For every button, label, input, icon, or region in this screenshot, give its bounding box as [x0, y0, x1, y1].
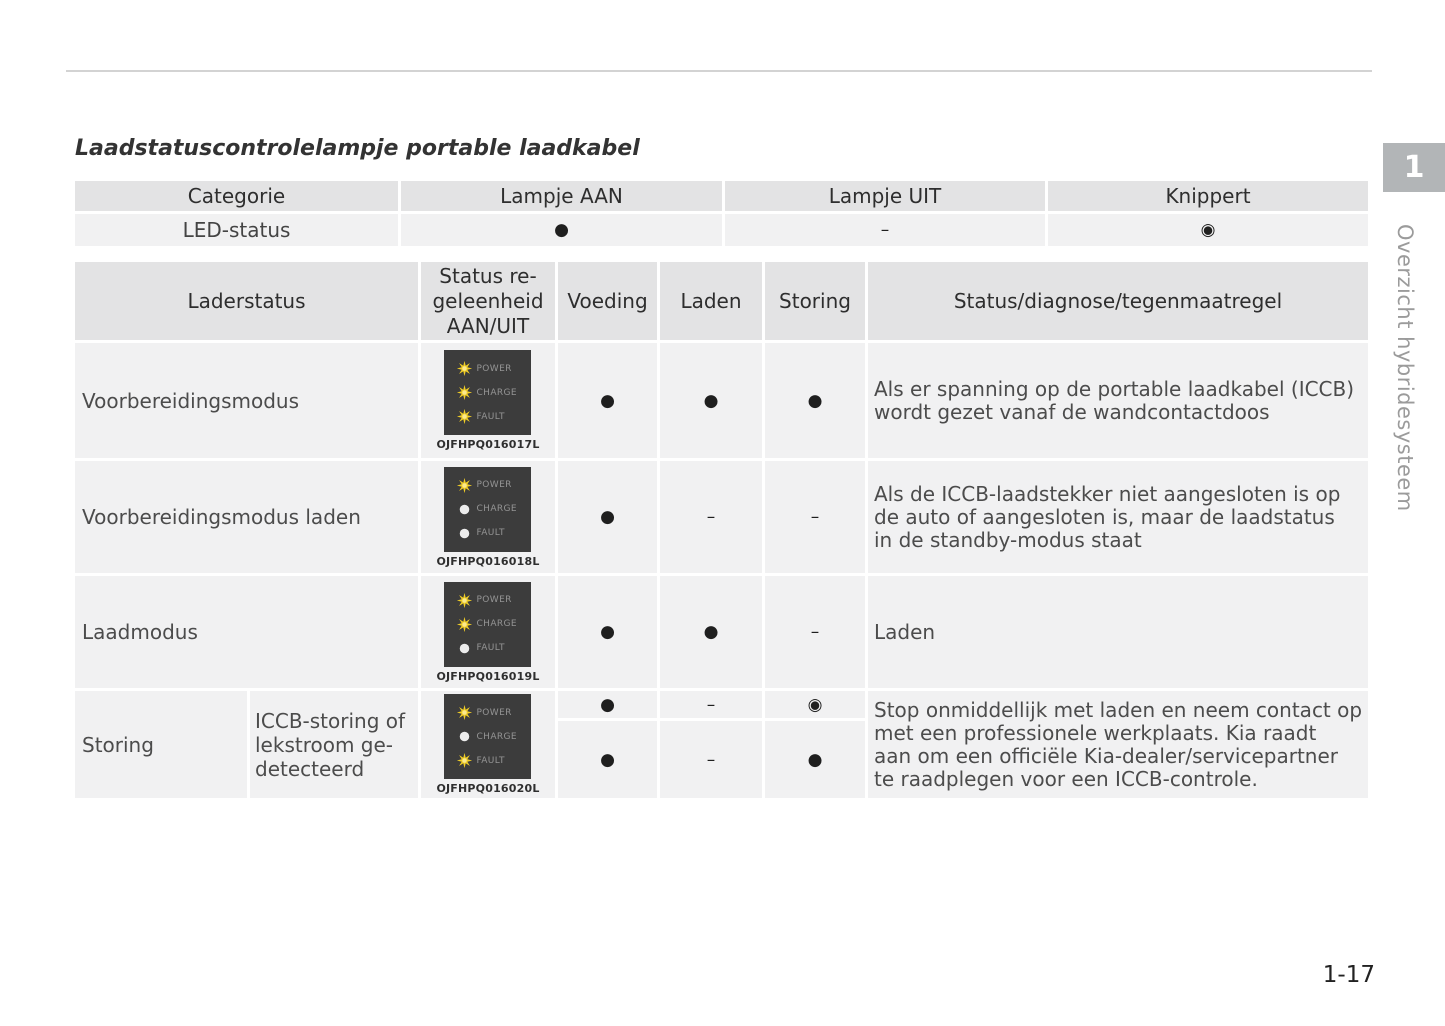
- page-number: 1-17: [1322, 962, 1375, 988]
- fault-led-icon: [456, 752, 473, 769]
- storing-blink-symbol: ◉: [807, 694, 823, 715]
- lamp-blink-symbol: ◉: [1200, 220, 1216, 240]
- led-legend-table: [75, 181, 1368, 246]
- led-indicator-image: [436, 467, 539, 568]
- storing-subcolumn: [765, 691, 865, 798]
- charge-led-icon: [456, 616, 473, 633]
- header-diagnose: Status/diagnose/tegenmaatregel: [868, 262, 1368, 340]
- voeding-subcolumn: [558, 691, 657, 798]
- led-indicator-image: [436, 582, 539, 683]
- status-table-header-row: [75, 262, 1368, 340]
- laden-symbol: –: [706, 507, 716, 527]
- fault-led-row: [456, 408, 531, 425]
- led-label: POWER: [476, 595, 512, 605]
- diagnose-line: de auto of aangesloten is, maar de laadstatus: [874, 504, 1335, 529]
- led-indicator-image: [436, 694, 539, 795]
- storing-detail-line: lekstroom ge-: [255, 732, 394, 757]
- charge-led-row: [456, 728, 531, 745]
- led-image-cell: [421, 691, 555, 798]
- diagnose-line: aan om een officiële Kia-dealer/servicepartner: [874, 743, 1338, 768]
- voeding-symbol: ●: [600, 694, 615, 715]
- fault-led-row: [456, 640, 531, 657]
- fault-led-row: [456, 752, 531, 769]
- led-label: FAULT: [476, 411, 505, 422]
- header-regeleenheid: [421, 262, 555, 340]
- diagnose-line: Als er spanning op de portable laadkabel (ICCB): [874, 376, 1355, 401]
- diagnose-line: wordt gezet vanaf de wandcontactdoos: [874, 399, 1270, 424]
- led-label: CHARGE: [476, 731, 518, 742]
- led-label: POWER: [476, 707, 512, 718]
- storing-detail-line: detecteerd: [255, 756, 365, 781]
- charge-led-icon: [456, 501, 473, 518]
- header-voeding: Voeding: [558, 262, 657, 340]
- led-label: CHARGE: [476, 387, 518, 398]
- diagnose-line: in de standby-modus staat: [874, 527, 1142, 552]
- table-row-storing: [75, 691, 1368, 798]
- led-panel: [444, 582, 531, 667]
- lamp-on-symbol: ●: [554, 220, 569, 240]
- header-laden: Laden: [660, 262, 762, 340]
- laden-symbol: ●: [703, 622, 719, 642]
- voeding-symbol: ●: [600, 507, 615, 527]
- led-status-label: LED-status: [75, 214, 398, 246]
- fault-led-icon: [456, 525, 473, 542]
- laderstatus-cell: Voorbereidingsmodus: [75, 343, 418, 458]
- table-row-laadmodus: [75, 576, 1368, 688]
- diagnose-cell: [868, 461, 1368, 573]
- laderstatus-cell: Laadmodus: [75, 576, 418, 688]
- header-lampje-uit: Lampje UIT: [725, 181, 1045, 211]
- storing-detail-cell: [250, 691, 418, 798]
- led-label: FAULT: [476, 755, 505, 766]
- laden-symbol: ●: [703, 390, 719, 411]
- table-row-voorbereidingsmodus-laden: [75, 461, 1368, 573]
- top-divider: [66, 70, 1372, 72]
- laden-subcolumn: [660, 691, 762, 798]
- image-caption: OJFHPQ016020L: [436, 782, 540, 795]
- voeding-symbol: ●: [600, 390, 615, 411]
- power-led-icon: [456, 592, 473, 609]
- laderstatus-cell: Voorbereidingsmodus laden: [75, 461, 418, 573]
- header-knippert: Knippert: [1048, 181, 1368, 211]
- led-panel: [444, 467, 531, 552]
- power-led-icon: [456, 360, 473, 377]
- voeding-symbol: ●: [600, 749, 615, 770]
- header-regeleenheid-line2: geleenheid: [432, 288, 544, 313]
- header-lampje-aan: Lampje AAN: [401, 181, 722, 211]
- power-led-row: [456, 704, 531, 721]
- fault-led-icon: [456, 408, 473, 425]
- header-regeleenheid-line1: Status re-: [439, 263, 537, 288]
- charge-led-icon: [456, 728, 473, 745]
- image-caption: OJFHPQ016019L: [436, 669, 540, 683]
- charge-led-icon: [456, 384, 473, 401]
- storing-symbol: ●: [807, 749, 823, 770]
- diagnose-line: Als de ICCB-laadstekker niet aangesloten is op: [874, 481, 1341, 506]
- charger-status-table: [75, 262, 1368, 798]
- diagnose-line: Stop onmiddellijk met laden en neem contact op: [874, 697, 1363, 722]
- header-regeleenheid-line3: AAN/UIT: [446, 313, 530, 338]
- led-image-cell: [421, 343, 555, 458]
- fault-led-row: [456, 525, 531, 542]
- diagnose-line: Laden: [874, 619, 936, 644]
- lamp-off-symbol: –: [880, 220, 890, 240]
- diagnose-line: met een professionele werkplaats. Kia raadt: [874, 720, 1317, 745]
- storing-detail-line: ICCB-storing of: [255, 708, 406, 733]
- charge-led-row: [456, 501, 531, 518]
- power-led-row: [456, 592, 531, 609]
- laden-symbol: –: [706, 749, 716, 770]
- fault-led-icon: [456, 640, 473, 657]
- page-title: Laadstatuscontrolelampje portable laadkabel: [75, 136, 640, 161]
- image-caption: OJFHPQ016018L: [436, 554, 540, 568]
- power-led-icon: [456, 477, 473, 494]
- diagnose-cell: [868, 691, 1368, 798]
- led-label: CHARGE: [476, 619, 518, 629]
- header-categorie: Categorie: [75, 181, 398, 211]
- table-row-voorbereidingsmodus: [75, 343, 1368, 458]
- header-laderstatus: Laderstatus: [75, 262, 418, 340]
- diagnose-line: te raadplegen voor een ICCB-controle.: [874, 766, 1258, 791]
- led-label: POWER: [476, 363, 512, 374]
- storing-symbol: –: [810, 507, 820, 527]
- laderstatus-split-cell: [75, 691, 418, 798]
- diagnose-cell: [868, 343, 1368, 458]
- led-label: FAULT: [476, 643, 505, 653]
- led-indicator-image: [436, 350, 539, 451]
- chapter-number: 1: [1403, 150, 1425, 185]
- chapter-number-tab: [1383, 143, 1445, 192]
- power-led-icon: [456, 704, 473, 721]
- led-label: CHARGE: [476, 504, 518, 514]
- laden-symbol: –: [706, 694, 716, 715]
- storing-symbol: ●: [807, 390, 823, 411]
- led-label: FAULT: [476, 528, 505, 538]
- charge-led-row: [456, 616, 531, 633]
- voeding-symbol: ●: [600, 622, 615, 642]
- led-image-cell: [421, 461, 555, 573]
- led-label: POWER: [476, 480, 512, 490]
- led-legend-header-row: [75, 181, 1368, 211]
- led-image-cell: [421, 576, 555, 688]
- diagnose-cell: [868, 576, 1368, 688]
- led-panel: [444, 694, 531, 779]
- image-caption: OJFHPQ016017L: [436, 438, 540, 451]
- charge-led-row: [456, 384, 531, 401]
- header-storing: Storing: [765, 262, 865, 340]
- storing-label-cell: Storing: [75, 691, 247, 798]
- power-led-row: [456, 477, 531, 494]
- led-panel: [444, 350, 531, 435]
- power-led-row: [456, 360, 531, 377]
- chapter-title-vertical: Overzicht hybridesysteem: [1393, 224, 1417, 512]
- led-legend-data-row: [75, 214, 1368, 246]
- storing-symbol: –: [810, 622, 820, 642]
